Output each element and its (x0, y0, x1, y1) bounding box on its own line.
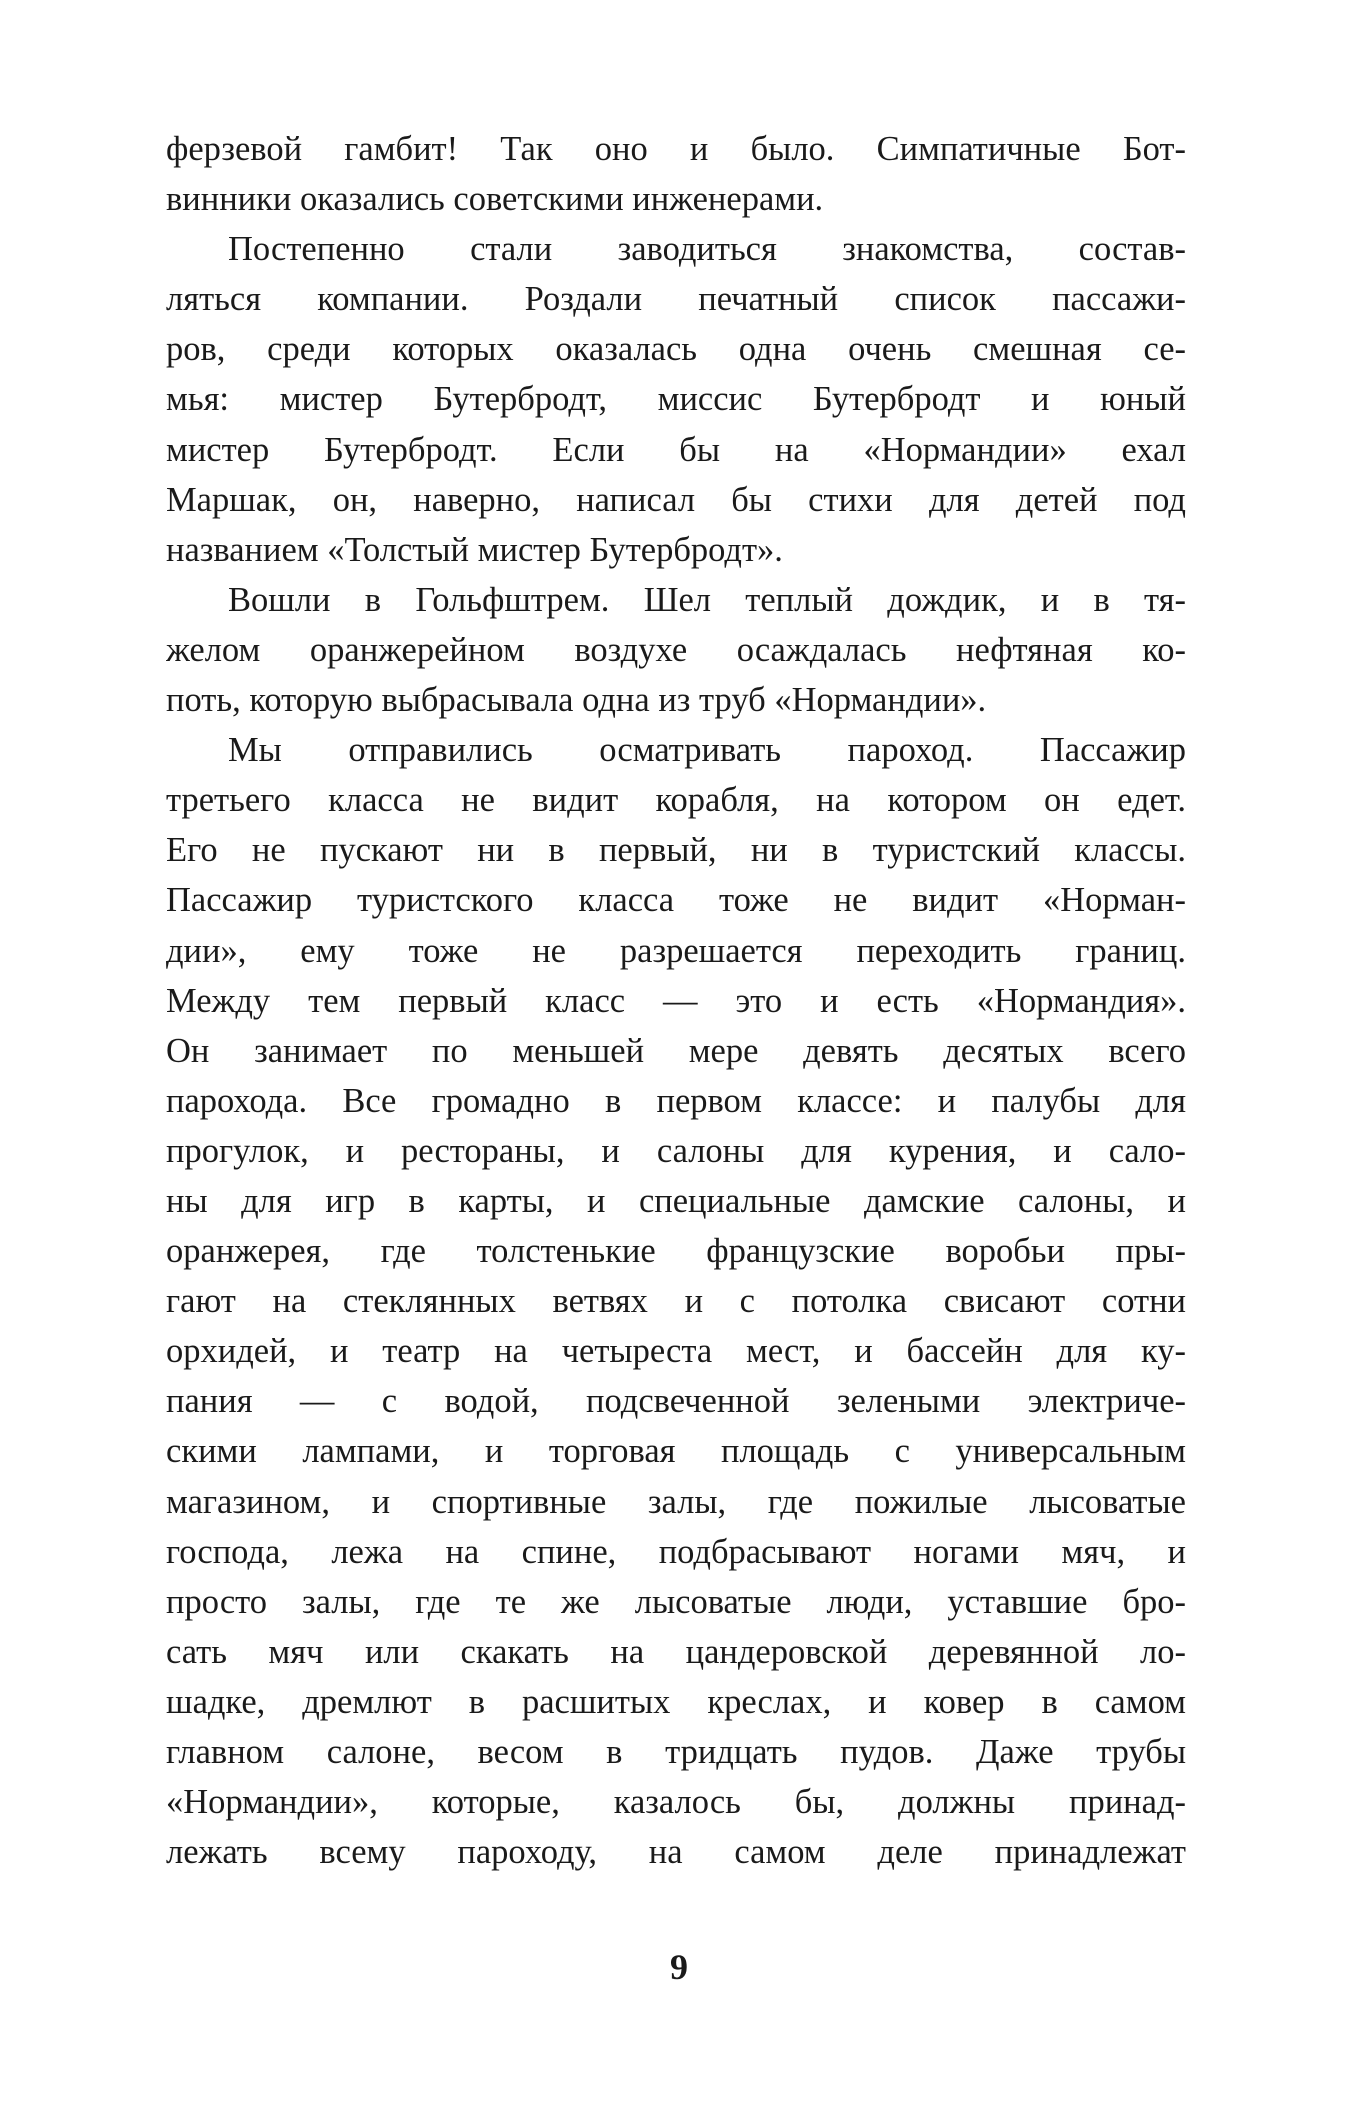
text-line: оранжерея, где толстенькие французские воробьи пры- (166, 1232, 1186, 1271)
text-line: лежать всему пароходу, на самом деле принадлежат (166, 1833, 1186, 1872)
text-line: Мы отправились осматривать пароход. Пассажир (228, 731, 1186, 770)
text-line: ферзевой гамбит! Так оно и было. Симпатичные Бот- (166, 130, 1186, 168)
text-line: Постепенно стали заводиться знакомства, состав- (228, 230, 1186, 269)
text-line: Вошли в Гольфштрем. Шел теплый дождик, и в тя- (228, 580, 1186, 619)
text-line: мистер Бутербродт. Если бы на «Нормандии» ехал (166, 430, 1186, 469)
text-line: Он занимает по меньшей мере девять десятых всего (166, 1031, 1186, 1070)
text-line: Маршак, он, наверно, написал бы стихи для детей под (166, 480, 1186, 519)
text-line: третьего класса не видит корабля, на котором он едет. (166, 781, 1186, 820)
text-line: Между тем первый класс — это и есть «Нормандия». (166, 981, 1186, 1020)
text-line: Пассажир туристского класса тоже не видит «Норман- (166, 881, 1186, 920)
page-number: 9 (670, 1947, 688, 1987)
text-line: главном салоне, весом в тридцать пудов. Даже трубы (166, 1733, 1186, 1771)
text-line: ляться компании. Роздали печатный список пассажи- (166, 280, 1186, 319)
text-line: гают на стеклянных ветвях и с потолка свисают сотни (166, 1282, 1186, 1321)
text-line: господа, лежа на спине, подбрасывают ногами мяч, и (166, 1532, 1186, 1571)
text-line: поть, которую выбрасывала одна из труб «Нормандии». (166, 681, 987, 720)
body-text (166, 124, 1186, 1877)
text-line: желом оранжерейном воздухе осаждалась нефтяная ко- (166, 630, 1186, 669)
text-line: дии», ему тоже не разрешается переходить границ. (166, 931, 1186, 970)
text-line: орхидей, и театр на четыреста мест, и бассейн для ку- (166, 1332, 1186, 1371)
text-line: названием «Толстый мистер Бутербродт». (166, 530, 783, 569)
text-line: просто залы, где те же лысоватые люди, уставшие бро- (166, 1582, 1186, 1621)
text-line: Его не пускают ни в первый, ни в туристский классы. (166, 831, 1186, 870)
text-line: пания — с водой, подсвеченной зелеными электриче- (166, 1382, 1186, 1421)
text-line: скими лампами, и торговая площадь с универсальным (166, 1432, 1186, 1471)
text-line: «Нормандии», которые, казалось бы, должны принад- (166, 1783, 1186, 1822)
text-line: ны для игр в карты, и специальные дамские салоны, и (166, 1181, 1186, 1220)
text-line: винники оказались советскими инженерами. (166, 180, 824, 219)
text-line: шадке, дремлют в расшитых креслах, и ковер в самом (166, 1682, 1186, 1721)
text-line: мья: мистер Бутербродт, миссис Бутербродт и юный (166, 380, 1186, 419)
text-line: сать мяч или скакать на цандеровской деревянной ло- (166, 1632, 1186, 1671)
text-line: магазином, и спортивные залы, где пожилые лысоватые (166, 1482, 1186, 1521)
text-line: ров, среди которых оказалась одна очень смешная се- (166, 330, 1186, 369)
text-line: парохода. Все громадно в первом классе: и палубы для (166, 1081, 1186, 1120)
text-line: прогулок, и рестораны, и салоны для курения, и сало- (166, 1131, 1186, 1170)
